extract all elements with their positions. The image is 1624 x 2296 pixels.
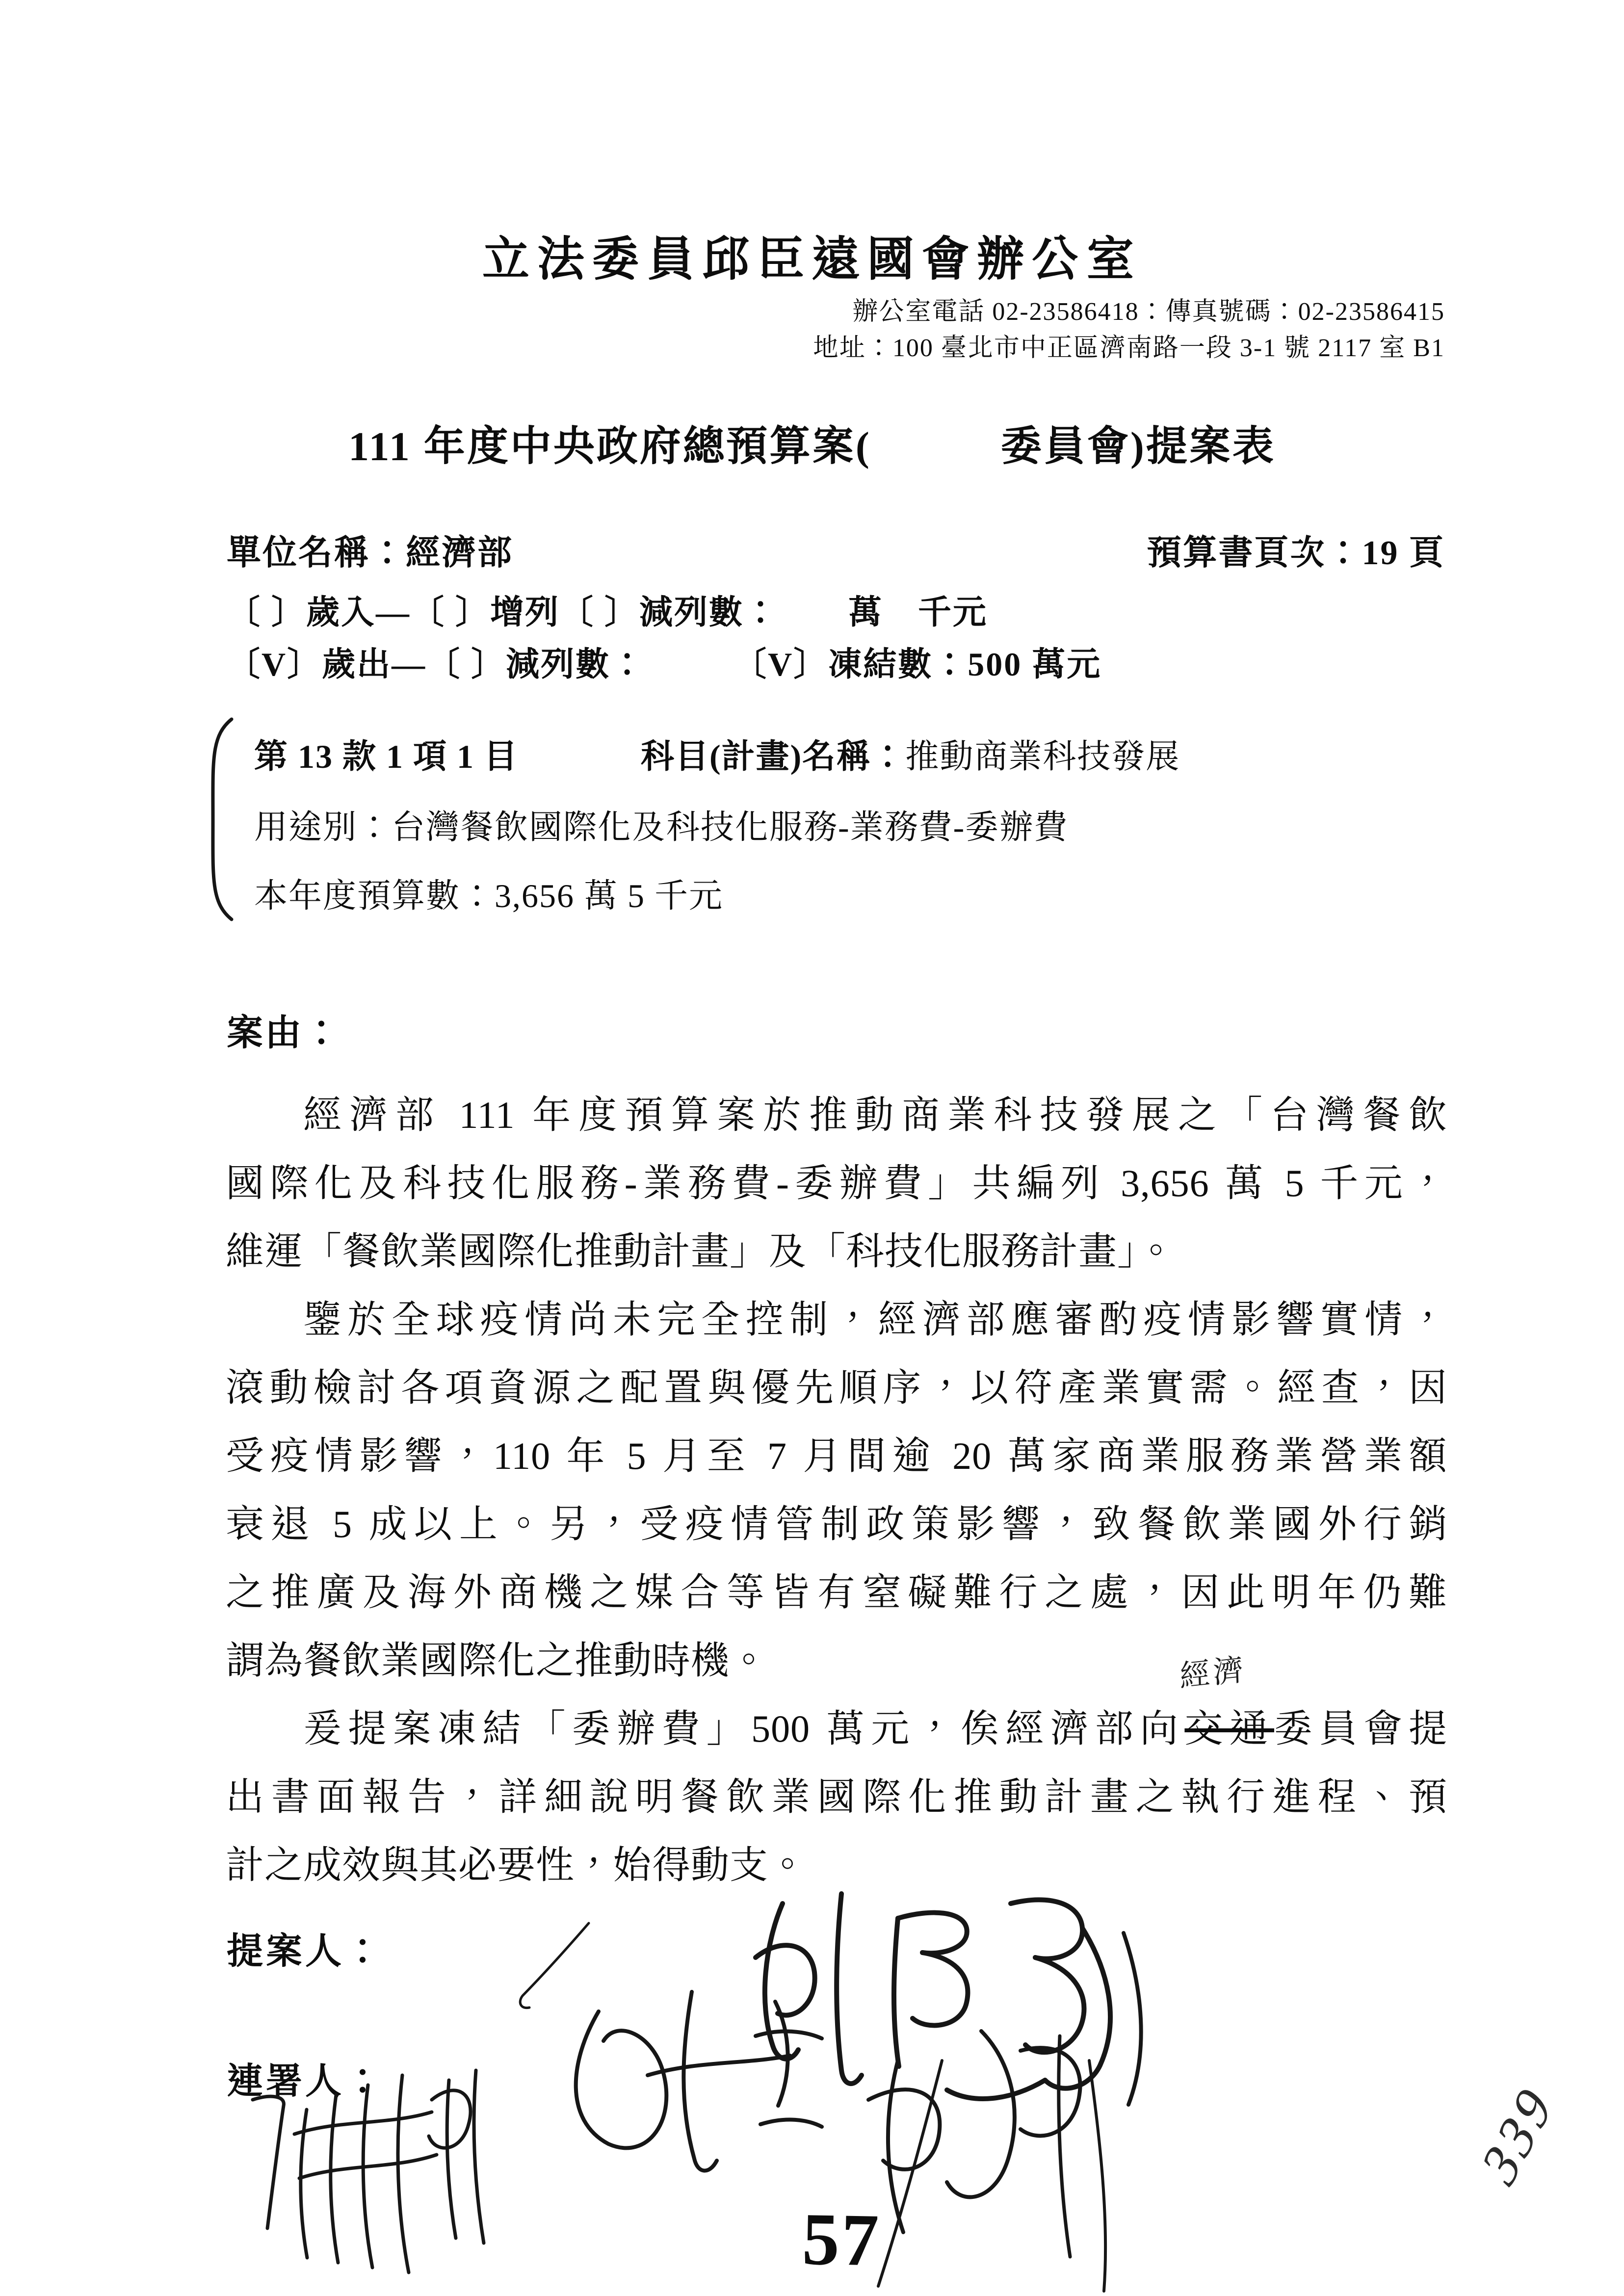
proposer-signature (736, 1874, 1168, 2119)
proposer-label: 提案人： (227, 1931, 384, 1972)
case-paragraph-line: 計之成效與其必要性，始得動支。 (226, 1844, 808, 1886)
case-paragraph-line: 衰退 5 成以上。另，受疫情管制政策影響，致餐飲業國外行銷 (226, 1503, 1447, 1545)
clause-usage-row: 用途別：台灣餐飲國際化及科技化服務-業務費-委辦費 (254, 809, 1069, 846)
freeze-line-before: 爰提案凍結「委辦費」500 萬元，俟經濟部向 (303, 1707, 1185, 1750)
freeze-line-after: 委員會提 (1274, 1707, 1447, 1750)
budget-book-page-ref: 預算書頁次：19 頁 (1147, 534, 1445, 572)
case-paragraph-line: 國際化及科技化服務-業務費-委辦費」共編列 3,656 萬 5 千元， (226, 1162, 1447, 1204)
case-paragraph-line: 鑒於全球疫情尚未完全控制，經濟部應審酌疫情影響實情， (303, 1298, 1447, 1341)
office-title: 立法委員邱臣遠國會辦公室 (482, 233, 1142, 286)
clause-subject-value: 推動商業科技發展 (905, 738, 1180, 775)
case-paragraph-line: 受疫情影響，110 年 5 月至 7 月間逾 20 萬家商業服務業營業額 (226, 1435, 1447, 1477)
case-paragraph-line: 經濟部 111 年度預算案於推動商業科技發展之「台灣餐飲 (303, 1094, 1447, 1136)
office-address-line: 地址：100 臺北市中正區濟南路一段 3-1 號 2117 室 B1 (812, 334, 1445, 362)
clause-item-number: 第 13 款 1 項 1 目 (254, 738, 519, 775)
handwritten-corner-note: 339 (1470, 2073, 1566, 2195)
case-paragraph-line: 維運「餐飲業國際化推動計畫」及「科技化服務計畫」。 (226, 1230, 1176, 1273)
revenue-check-row: 〔 〕歲入—〔 〕增列〔 〕減列數： 萬 千元 (227, 594, 988, 631)
struck-committee-text (1179, 1653, 1275, 1750)
handwritten-correction: 經濟 (1179, 1653, 1247, 1694)
clause-item-row (254, 730, 1180, 778)
unit-name: 單位名稱：經濟部 (227, 534, 513, 572)
case-paragraph-line: 出書面報告，詳細說明餐飲業國際化推動計畫之執行進程、預 (226, 1775, 1447, 1818)
page-number: 57 (801, 2197, 882, 2282)
form-title: 111 年度中央政府總預算案( 委員會)提案表 (348, 424, 1276, 470)
case-paragraph-line: 滾動檢討各項資源之配置與優先順序，以符產業實需。經查，因 (226, 1366, 1447, 1409)
clause-budget-row: 本年度預算數：3,656 萬 5 千元 (254, 877, 724, 914)
cosigner-label: 連署人： (227, 2061, 384, 2102)
clause-brace-icon (200, 715, 241, 923)
case-subject-label: 案由： (227, 1013, 341, 1053)
case-paragraph-line: 謂為餐飲業國際化之推動時機。 (226, 1639, 769, 1682)
office-phone-fax-line: 辦公室電話 02-23586418：傳真號碼：02-23586415 (852, 298, 1445, 326)
case-paragraph-line: 之推廣及海外商機之媒合等皆有窒礙難行之處，因此明年仍難 (226, 1571, 1447, 1614)
clause-subject-label: 科目(計畫)名稱： (641, 738, 906, 775)
expenditure-check-row: 〔V〕歲出—〔 〕減列數： 〔V〕凍結數：500 萬元 (227, 646, 1102, 683)
struck-word: 交通 (1184, 1707, 1275, 1750)
